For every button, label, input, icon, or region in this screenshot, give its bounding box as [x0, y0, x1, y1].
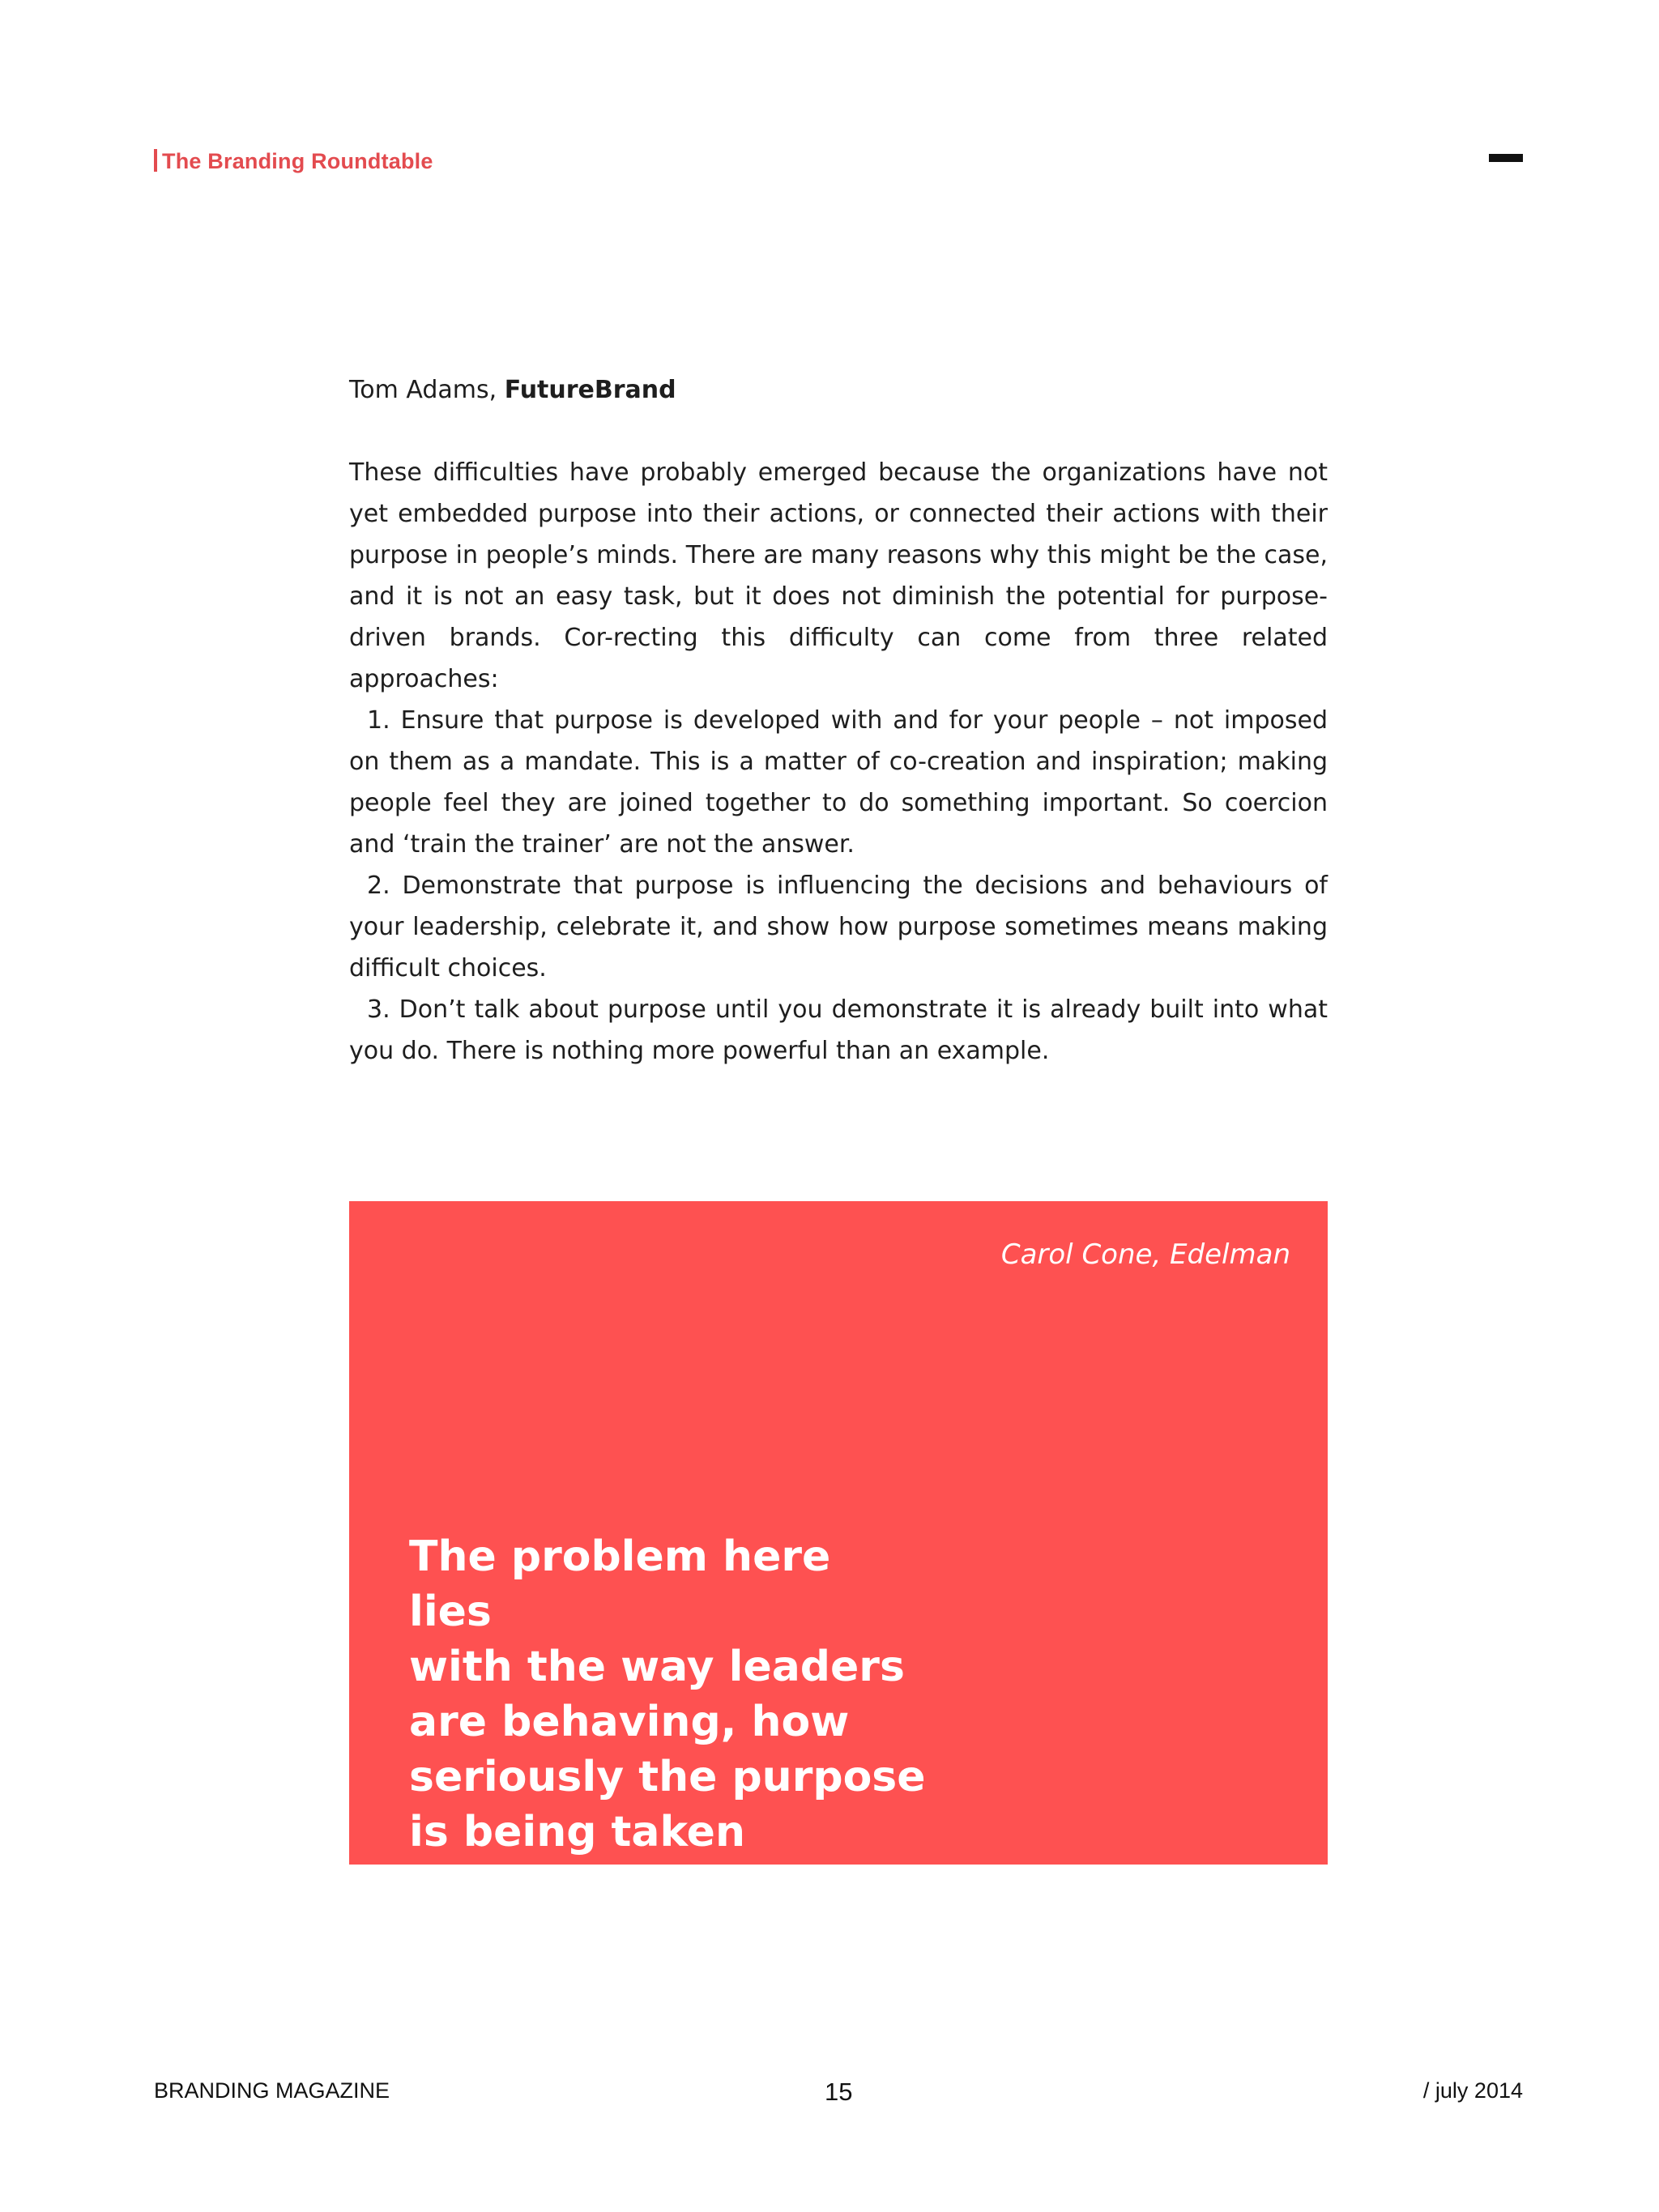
author-line: [349, 369, 1328, 411]
page-corner-mark: [1489, 154, 1523, 162]
article-list-item: 1. Ensure that purpose is developed with and for your people – not imposed on them as a mandate. This is a matter of co-creation and inspiration; making people feel they are joined together to do something important. So coercion and ‘train the trainer’ are not the answer.: [349, 706, 1328, 859]
article-list-item: 3. Don’t talk about purpose until you demonstrate it is already built into what you do. There is nothing more powerful than an example.: [349, 995, 1328, 1065]
pull-quote-line: The problem here lies: [409, 1532, 831, 1636]
article-body: [349, 369, 1328, 1072]
pull-quote-text: [409, 1529, 928, 1860]
article-intro-paragraph: These difficulties have probably emerged because the organizations have not yet embedded purpose into their actions, or connected their actions with their purpose in people’s minds. There are many reasons why this might be the case, and it is not an easy task, but it does not diminish the potential for purpose-driven brands. Cor-recting this difficulty can come from three related approaches:: [349, 458, 1328, 693]
footer-page-number: 15: [825, 2078, 853, 2106]
article-list-item: 2. Demonstrate that purpose is influencing the decisions and behaviours of your leadership, celebrate it, and show how purpose sometimes means making difficult choices.: [349, 872, 1328, 982]
footer-publication: BRANDING MAGAZINE: [154, 2078, 390, 2103]
author-name: Tom Adams,: [349, 376, 505, 404]
pull-quote-line: seriously the purpose: [409, 1753, 926, 1801]
section-header: [154, 149, 433, 174]
footer-issue-date: / july 2014: [1422, 2078, 1523, 2103]
pull-quote-line: is being taken: [409, 1808, 745, 1856]
pull-quote-line: are behaving, how: [409, 1698, 850, 1746]
section-title: The Branding Roundtable: [162, 149, 433, 173]
author-organization: FutureBrand: [504, 376, 676, 404]
pull-quote-box: [349, 1201, 1328, 1865]
pull-quote-attribution: Carol Cone, Edelman: [1000, 1238, 1290, 1271]
section-marker-bar: [154, 149, 157, 172]
pull-quote-line: with the way leaders: [409, 1643, 905, 1691]
